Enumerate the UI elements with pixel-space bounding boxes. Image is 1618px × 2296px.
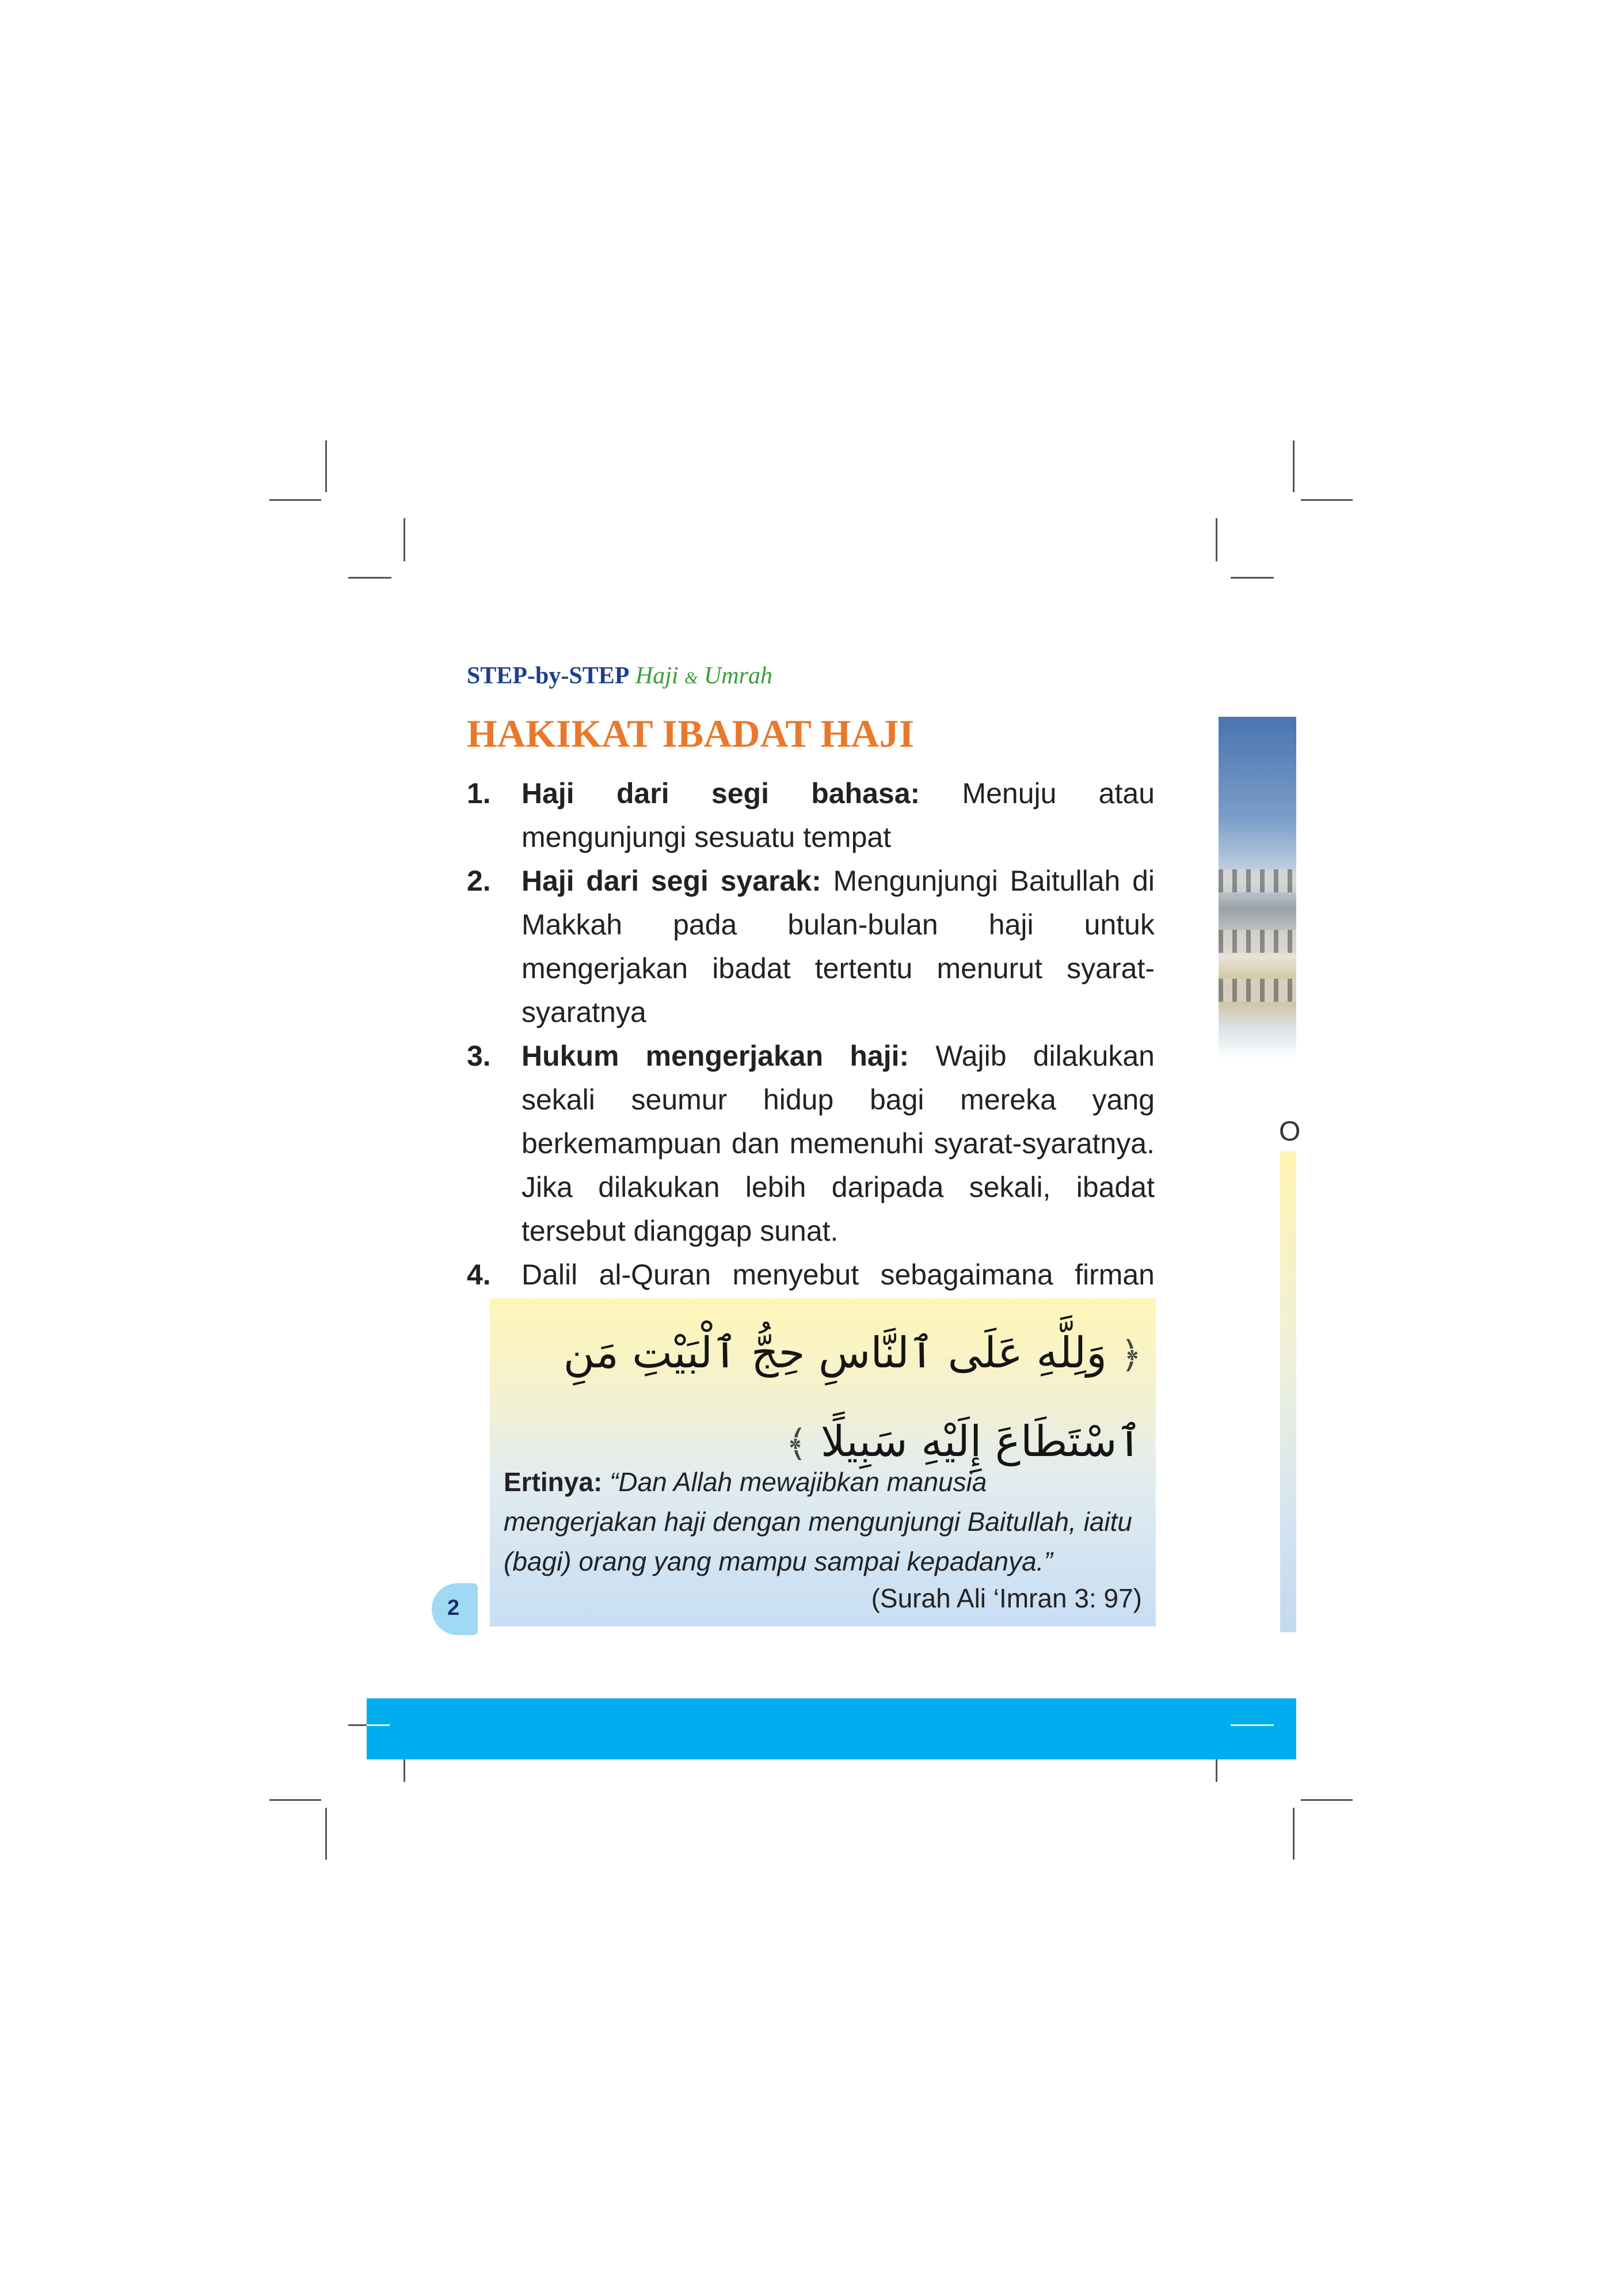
verse-reference: (Surah Ali ‘Imran 3: 97): [871, 1583, 1142, 1613]
crop-mark: [1301, 499, 1353, 501]
crop-mark: [1216, 518, 1217, 561]
kaaba-photo-strip: [1219, 717, 1296, 1059]
item-term: Haji dari segi syarak:: [521, 865, 821, 897]
arabic-verse: [504, 1310, 1142, 1482]
crop-mark: [325, 440, 327, 492]
translation-label: Ertinya:: [504, 1467, 603, 1497]
item-number: 1.: [467, 777, 491, 809]
crop-mark: [1231, 577, 1274, 579]
item-number: 4.: [467, 1259, 491, 1291]
subtitle-haji: Haji: [635, 663, 679, 689]
list-item: [467, 1034, 1155, 1253]
crop-mark: [269, 499, 321, 501]
photo-arcade: [1219, 869, 1296, 892]
item-number: 2.: [467, 865, 491, 897]
ornament-close-icon: ﴾: [785, 1423, 808, 1465]
photo-arcade: [1219, 979, 1296, 1002]
page-number: 2: [447, 1596, 460, 1620]
item-text: Menuju atau mengunjungi sesuatu tempat: [521, 777, 1155, 853]
crop-mark: [367, 1724, 390, 1726]
crop-mark: [403, 518, 405, 561]
arabic-verse-text: وَلِلَّهِ عَلَى ٱلنَّاسِ حِجُّ ٱلْبَيْتِ مَنِ ٱسْتَطَاعَ إِلَيْهِ سَبِيلًا: [563, 1328, 1142, 1466]
section-title: HAKIKAT IBADAT HAJI: [467, 712, 915, 755]
crop-mark: [269, 1799, 321, 1801]
crop-mark: [1301, 1799, 1353, 1801]
crop-mark: [325, 1808, 327, 1860]
photo-arcade: [1219, 930, 1296, 953]
translation-text: “Dan Allah mewajibkan manusia mengerjakan haji dengan mengunjungi Baitullah, iaitu (bagi) orang yang mampu sampai kepadanya.”: [504, 1467, 1132, 1576]
list-item: [467, 859, 1155, 1034]
definition-list: [467, 771, 1155, 1340]
subtitle-ampersand: &: [684, 668, 698, 687]
item-text: Dalil al-Quran menyebut sebagaimana firman: [521, 1259, 1155, 1291]
quran-verse-box: [490, 1298, 1156, 1626]
verse-translation: [504, 1462, 1142, 1582]
subtitle-umrah: Umrah: [703, 663, 772, 689]
crop-mark: [1293, 440, 1295, 492]
side-tab-letter: O: [1279, 1116, 1301, 1147]
series-title: STEP-by-STEP: [467, 663, 630, 689]
crop-mark: [1231, 1724, 1274, 1726]
item-number: 3.: [467, 1040, 491, 1072]
crop-mark: [1293, 1808, 1295, 1860]
ornament-open-icon: ﴿: [1120, 1334, 1142, 1377]
crop-mark: [348, 577, 391, 579]
side-gradient-bar: [1280, 1151, 1296, 1632]
item-text: Mengunjungi Baitullah di Makkah pada bulan-bulan haji untuk mengerjakan ibadat tertentu menurut syarat-syaratnya: [521, 865, 1155, 1028]
item-term: Hukum mengerjakan haji:: [521, 1040, 909, 1072]
item-text: Wajib dilakukan sekali seumur hidup bagi mereka yang berkemampuan dan memenuhi syarat-syaratnya. Jika dilakukan lebih daripada sekali, ibadat tersebut dianggap sunat.: [521, 1040, 1155, 1247]
item-term: Haji dari segi bahasa:: [521, 777, 920, 809]
footer-band: [367, 1698, 1296, 1759]
list-item: [467, 771, 1155, 859]
running-head: [467, 662, 772, 690]
page-number-tab: [432, 1583, 478, 1635]
